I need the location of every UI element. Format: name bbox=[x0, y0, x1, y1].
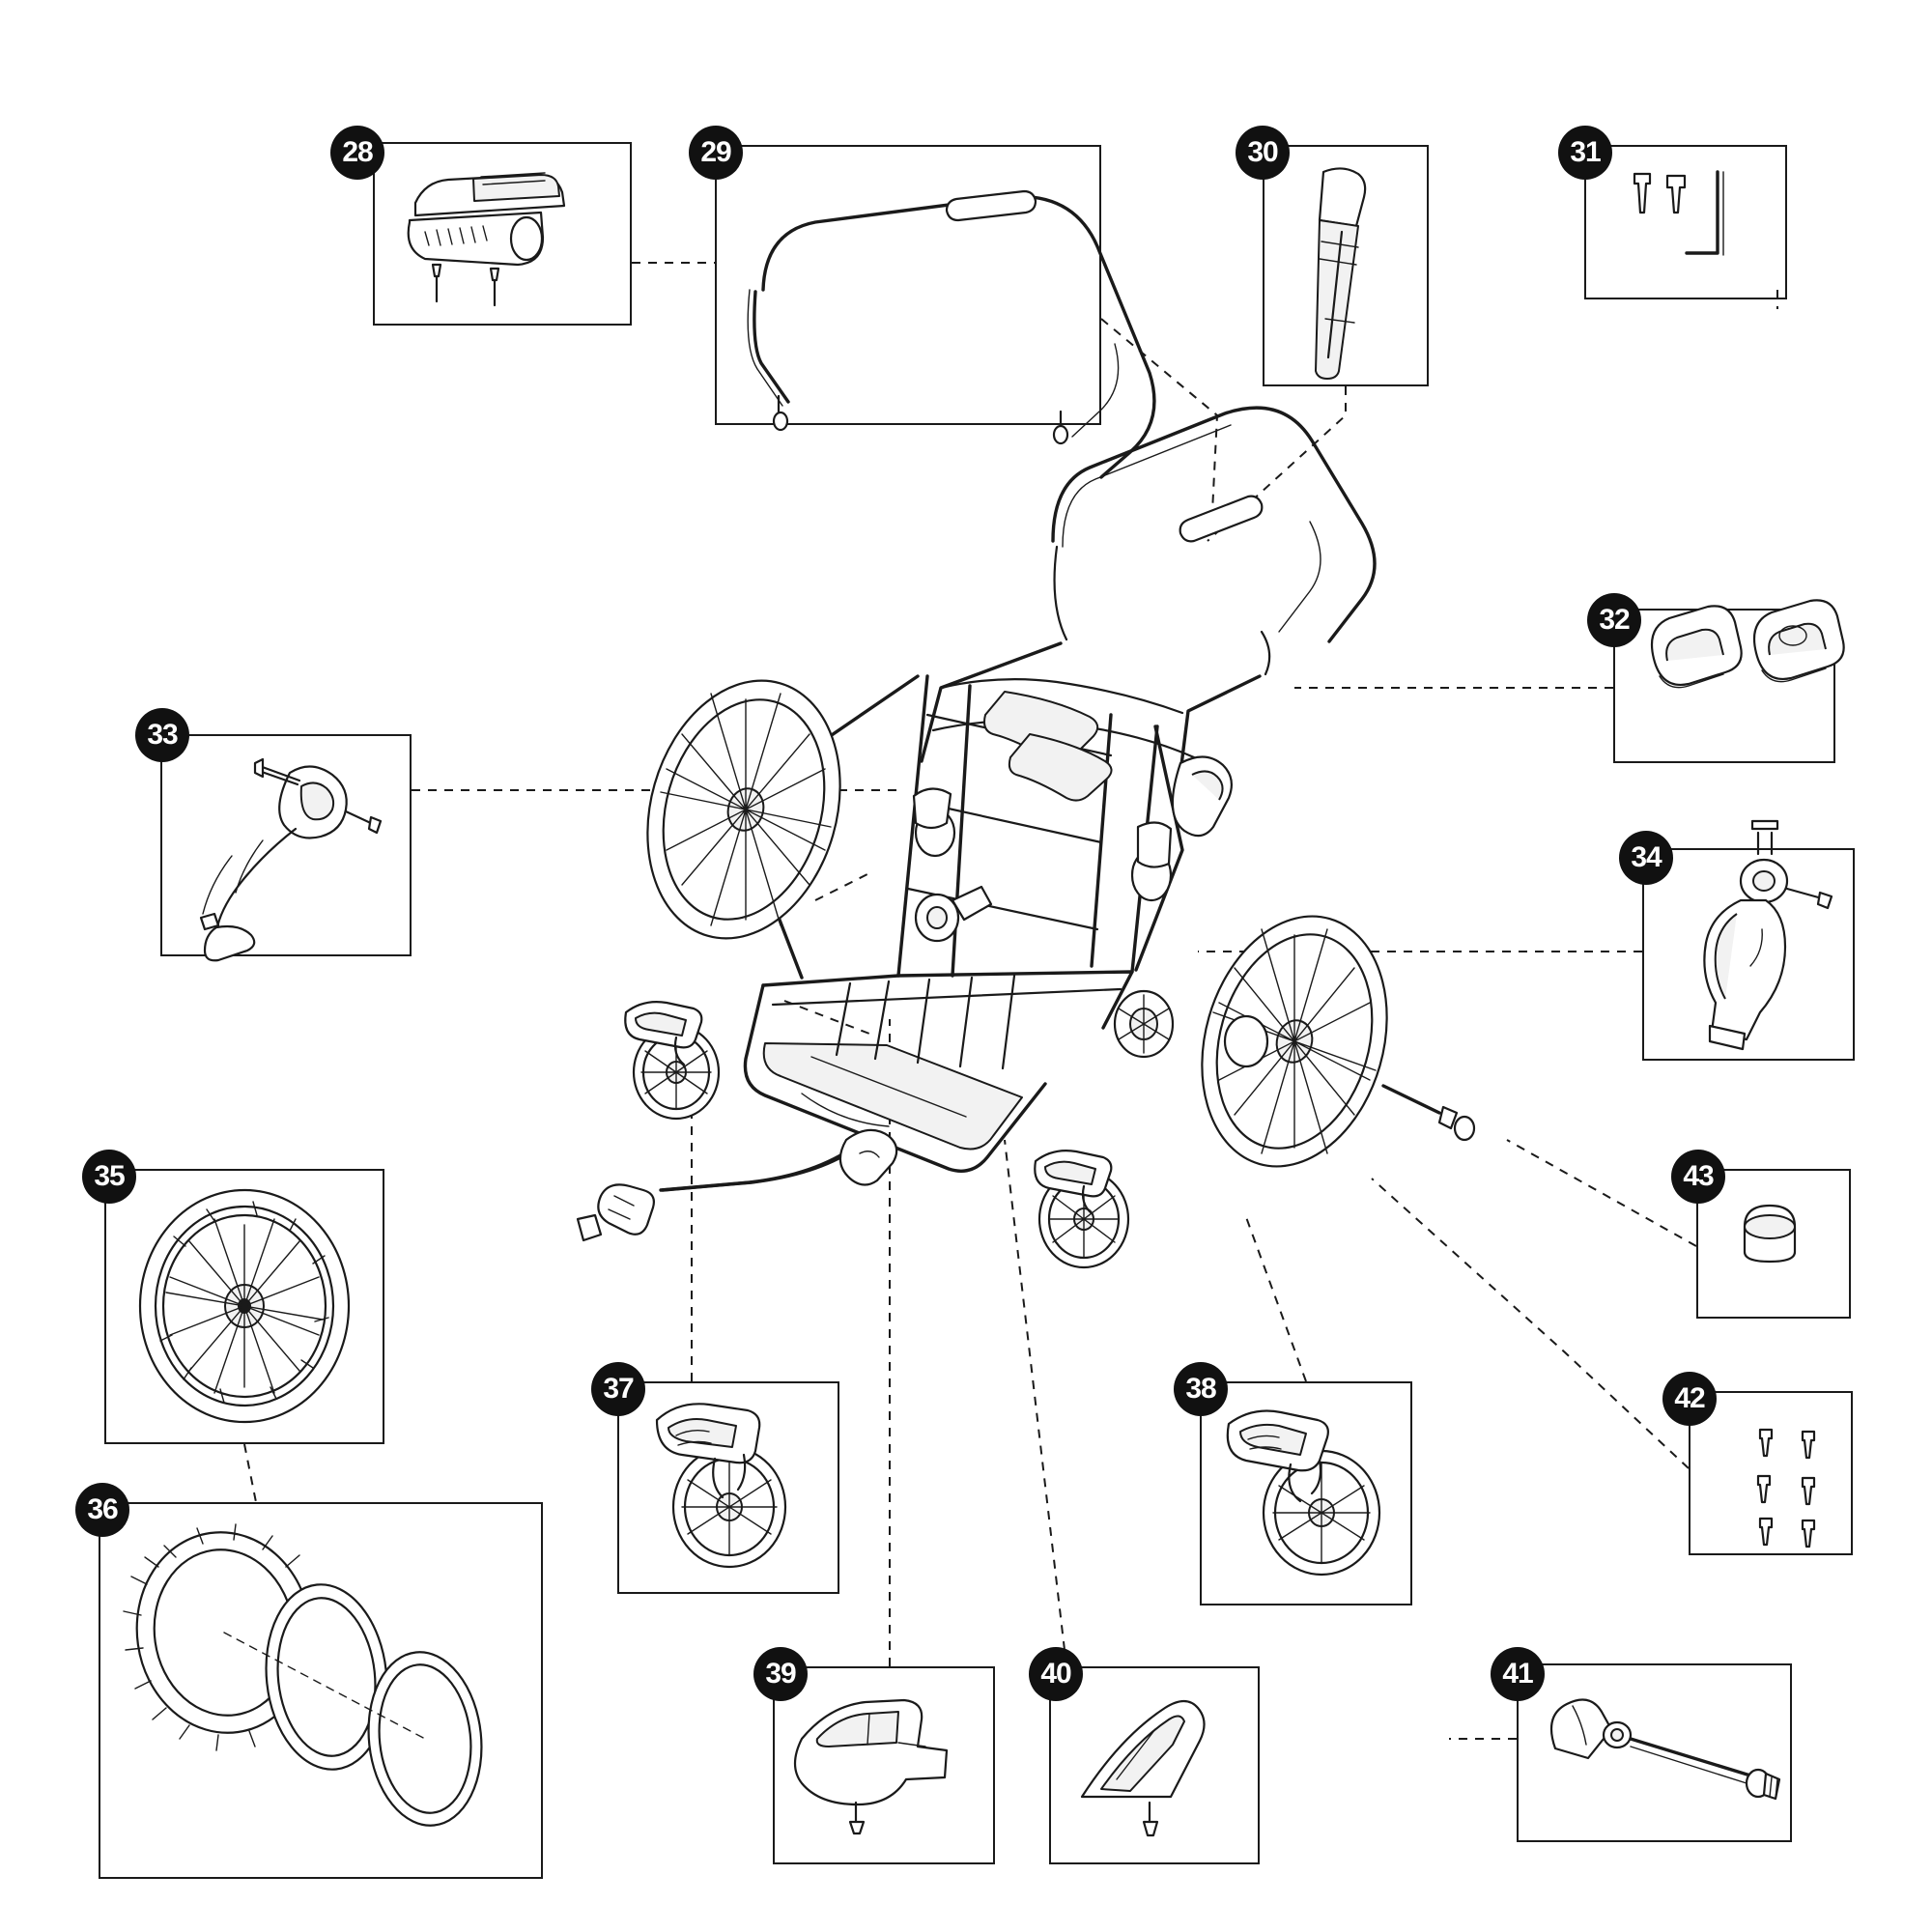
part-badge-38[interactable]: 38 bbox=[1174, 1362, 1228, 1416]
assembly-wheel-right bbox=[1174, 895, 1474, 1188]
part-box-36 bbox=[99, 1502, 543, 1879]
part-badge-37[interactable]: 37 bbox=[591, 1362, 645, 1416]
part-box-30 bbox=[1263, 145, 1429, 386]
part-box-32 bbox=[1613, 609, 1835, 763]
part-badge-40[interactable]: 40 bbox=[1029, 1647, 1083, 1701]
part-badge-39[interactable]: 39 bbox=[753, 1647, 808, 1701]
part-badge-42[interactable]: 42 bbox=[1662, 1372, 1717, 1426]
part-badge-43[interactable]: 43 bbox=[1671, 1150, 1725, 1204]
part-badge-28[interactable]: 28 bbox=[330, 126, 384, 180]
part-badge-34[interactable]: 34 bbox=[1619, 831, 1673, 885]
part-badge-35[interactable]: 35 bbox=[82, 1150, 136, 1204]
part-box-28 bbox=[373, 142, 632, 326]
part-badge-30[interactable]: 30 bbox=[1236, 126, 1290, 180]
part-badge-29[interactable]: 29 bbox=[689, 126, 743, 180]
part-box-40 bbox=[1049, 1666, 1260, 1864]
part-badge-41[interactable]: 41 bbox=[1491, 1647, 1545, 1701]
part-box-34 bbox=[1642, 848, 1855, 1061]
assembly-front-wheel-left bbox=[625, 1002, 719, 1119]
part-badge-33[interactable]: 33 bbox=[135, 708, 189, 762]
part-badge-32[interactable]: 32 bbox=[1587, 593, 1641, 647]
part-box-31 bbox=[1584, 145, 1787, 299]
part-badge-31[interactable]: 31 bbox=[1558, 126, 1612, 180]
art-assembly bbox=[578, 408, 1474, 1267]
assembly-front-wheel-right bbox=[1035, 1151, 1128, 1267]
part-box-29 bbox=[715, 145, 1101, 425]
part-box-35 bbox=[104, 1169, 384, 1444]
assembly-wheel-left bbox=[618, 658, 869, 961]
part-box-37 bbox=[617, 1381, 839, 1594]
part-box-39 bbox=[773, 1666, 995, 1864]
part-badge-36[interactable]: 36 bbox=[75, 1483, 129, 1537]
part-box-41 bbox=[1517, 1663, 1792, 1842]
part-box-33 bbox=[160, 734, 412, 956]
part-box-38 bbox=[1200, 1381, 1412, 1605]
part-box-42 bbox=[1689, 1391, 1853, 1555]
